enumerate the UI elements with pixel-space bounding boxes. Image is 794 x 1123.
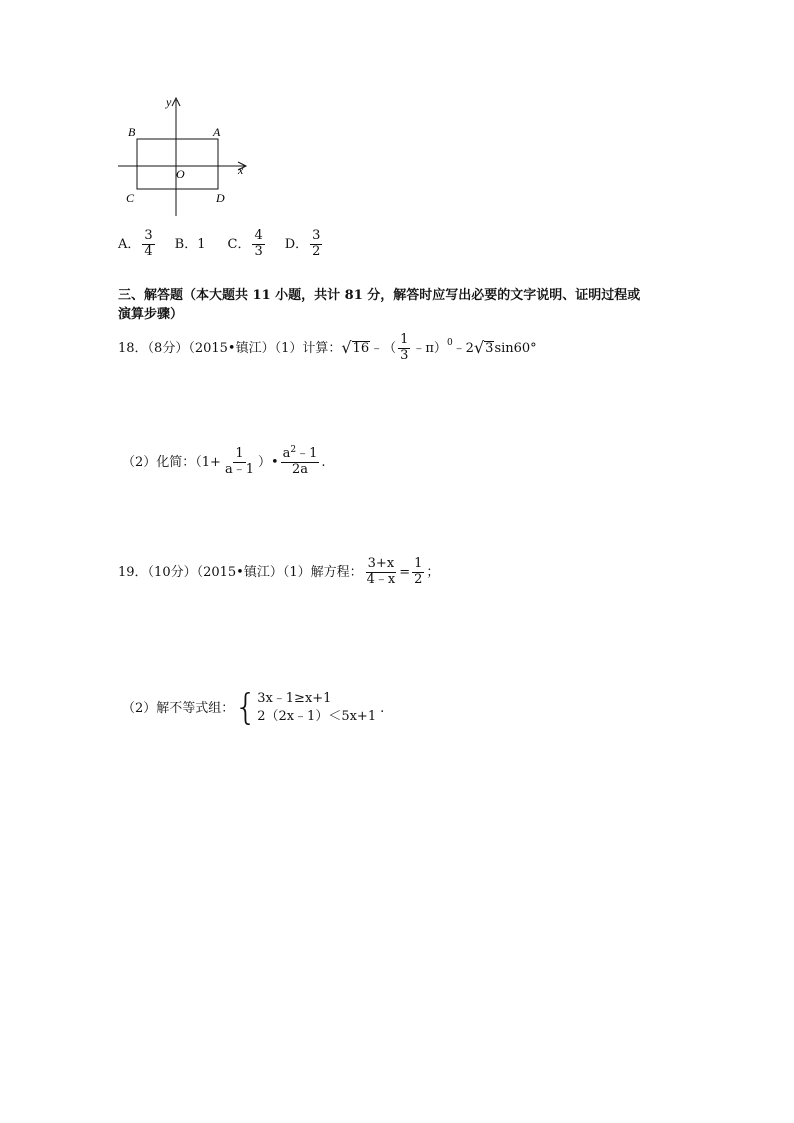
choice-d: D． $\frac{3}{2}$: [284, 228, 321, 259]
question-18-part1: 18．（8分）（2015•镇江）（1）计算： √ 16 ﹣（ $\frac{1}{3}$ ﹣π） 0 ﹣2 √ 3 sin60°: [118, 332, 537, 363]
label-a: A: [213, 125, 221, 139]
label-b: B: [128, 125, 136, 139]
label-y: y: [166, 95, 172, 109]
choice-c: C． $\frac{4}{3}$: [227, 228, 263, 259]
answer-choices: [118, 226, 324, 262]
question-18-part2: （2）化简：（1+ $\frac{1}{a﹣1}$ ）• $\frac{a^2﹣1}{2a}$ .: [122, 445, 326, 477]
label-d: D: [216, 191, 225, 205]
question-19-part1: 19．（10分）（2015•镇江）（1）解方程： $\frac{3+x}{4﹣x}$ = $\frac{1}{2}$ ；: [118, 556, 440, 587]
coordinate-figure: [112, 92, 252, 222]
sqrt-3: √ 3: [473, 338, 494, 357]
choice-a: A． $\frac{3}{4}$: [118, 228, 153, 259]
brace-icon: {: [234, 687, 258, 728]
sqrt-16: √ 16: [341, 338, 370, 357]
label-c: C: [126, 191, 135, 205]
section-heading-line1: 三、解答题（本大题共 11 小题，共计 81 分，解答时应写出必要的文字说明、证明过程或: [118, 288, 641, 303]
section-heading-line2: 演算步骤）: [118, 307, 184, 322]
question-19-part2: （2）解不等式组： { 3x﹣1≥x+1 2（2x﹣1）＜5x+1 .: [122, 687, 385, 728]
label-o: O: [176, 167, 185, 181]
rectangle-abcd: [137, 139, 218, 189]
inequality-system: 3x﹣1≥x+1 2（2x﹣1）＜5x+1: [257, 690, 377, 724]
label-x: x: [238, 163, 244, 177]
choice-b: B．1: [174, 236, 206, 252]
